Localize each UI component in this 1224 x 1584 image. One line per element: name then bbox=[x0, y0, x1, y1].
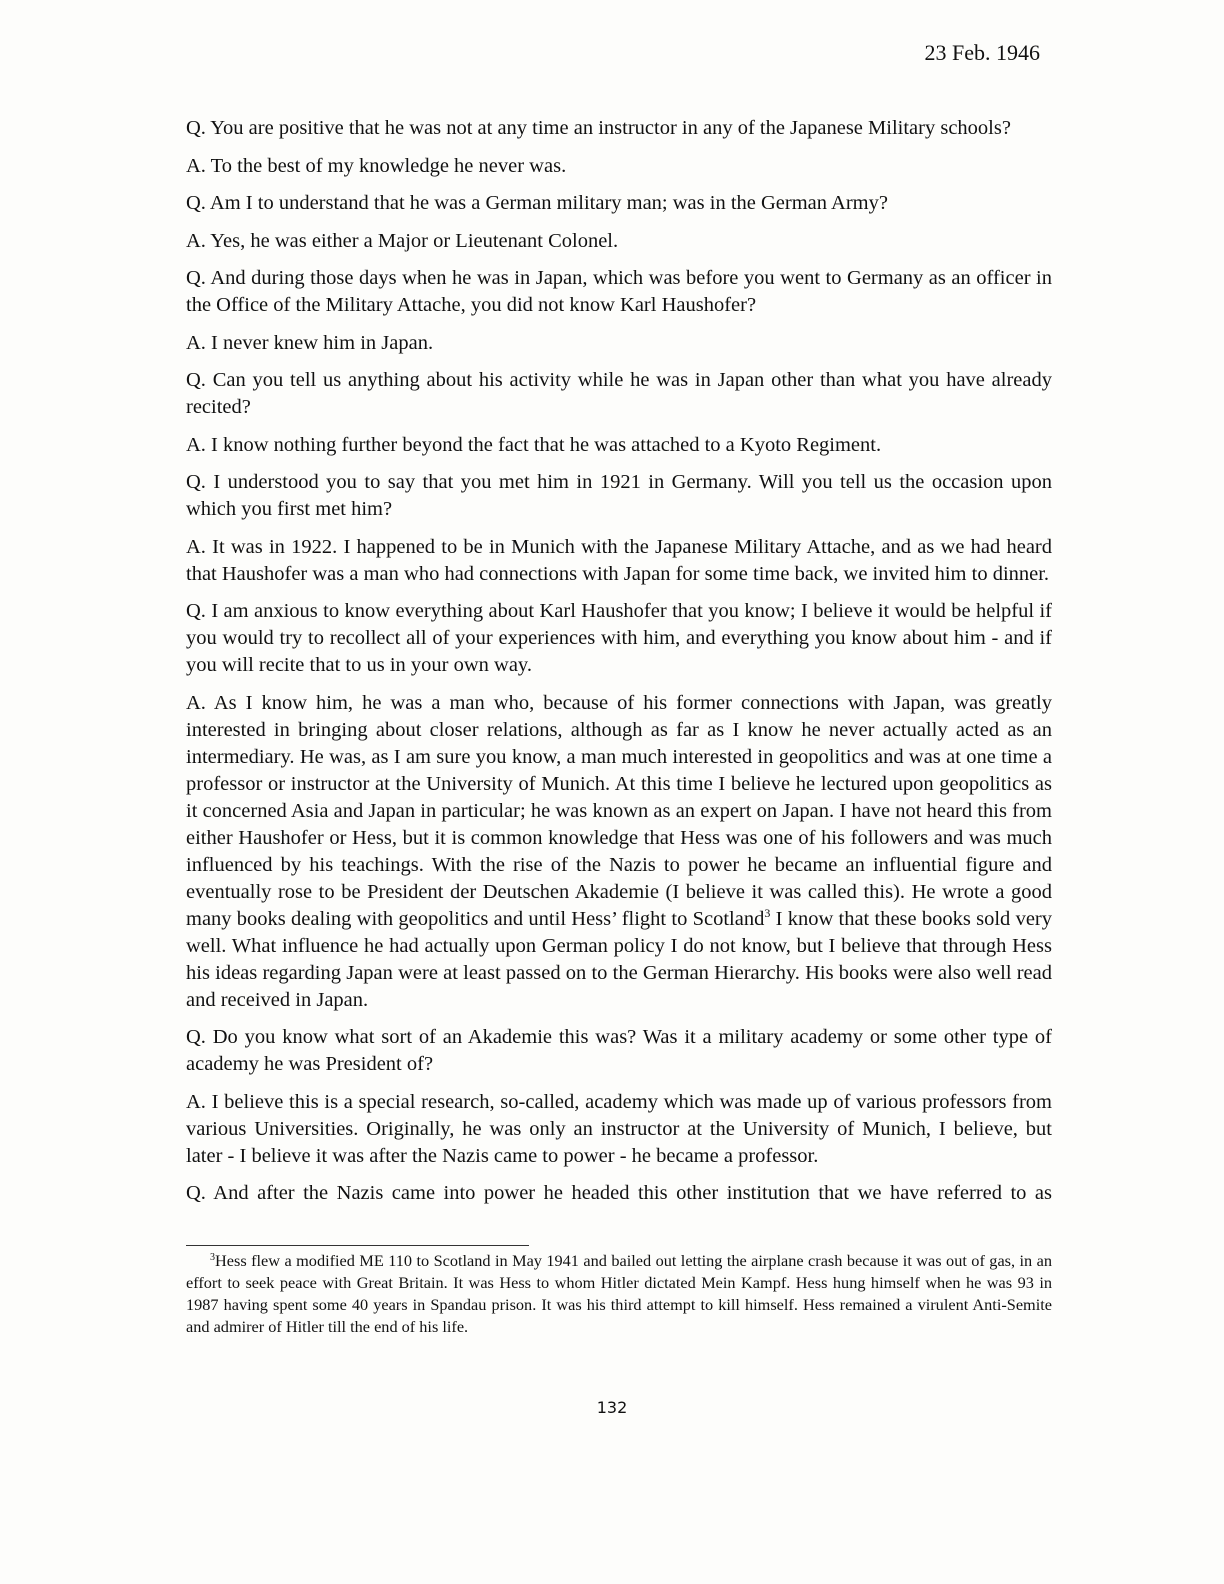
answer-paragraph: A. I know nothing further beyond the fact that he was attached to a Kyoto Regiment. bbox=[186, 433, 882, 456]
question-paragraph: Q. Am I to understand that he was a German military man; was in the German Army? bbox=[186, 192, 888, 214]
answer-paragraph: A. I believe this is a special research, so-called, academy which was made up of various professors from various Universities. Originally, he was only an instructor at the University of Munich, I believe, but later - I believe it was after the Nazis came to power - he became a professor. bbox=[186, 1090, 1052, 1167]
question-paragraph: Q. I am anxious to know everything about Karl Haushofer that you know; I believe it would be helpful if you would try to recollect all of your experiences with him, and everything you know about him - and if you will recite that to us in your own way. bbox=[186, 600, 1052, 676]
page-date: 23 Feb. 1946 bbox=[924, 40, 1040, 65]
answer-text: I know that these books sold very well. What influence he had actually upon German policy I do not know, but I believe that through Hess his ideas regarding Japan were at least passed on to the German Hierarchy. His books were also well read and received in Japan. bbox=[186, 907, 1052, 1011]
question-paragraph: Q. And during those days when he was in Japan, which was before you went to Germany as an officer in the Office of the Military Attache, you did not know Karl Haushofer? bbox=[186, 267, 1052, 316]
answer-paragraph: A. To the best of my knowledge he never was. bbox=[186, 154, 567, 177]
page-number: 132 bbox=[596, 1398, 628, 1417]
answer-paragraph: A. It was in 1922. I happened to be in Munich with the Japanese Military Attache, and as we had heard that Haushofer was a man who had connections with Japan for some time back, we invited him to dinner. bbox=[186, 535, 1052, 585]
question-paragraph: Q. I understood you to say that you met him in 1921 in Germany. Will you tell us the occasion upon which you first met him? bbox=[186, 471, 1052, 520]
answer-paragraph bbox=[186, 690, 1052, 1014]
question-paragraph: Q. You are positive that he was not at any time an instructor in any of the Japanese Military schools? bbox=[186, 117, 1011, 139]
question-paragraph: Q. Do you know what sort of an Akademie this was? Was it a military academy or some other type of academy he was President of? bbox=[186, 1026, 1052, 1075]
question-paragraph: Q. Can you tell us anything about his activity while he was in Japan other than what you have already recited? bbox=[186, 369, 1052, 418]
answer-paragraph: A. I never knew him in Japan. bbox=[186, 331, 434, 354]
transcript-body bbox=[186, 115, 1052, 1207]
footnote-divider bbox=[186, 1245, 529, 1246]
footnote bbox=[186, 1250, 1052, 1338]
footnote-text: Hess flew a modified ME 110 to Scotland in May 1941 and bailed out letting the airplane crash because it was out of gas, in an effort to seek peace with Great Britain. It was Hess to whom Hitler dictated Mein Kampf. Hess hung himself when he was 93 in 1987 having spent some 40 years in Spandau prison. It was his third attempt to kill himself. Hess remained a virulent Anti-Semite and admirer of Hitler till the end of his life. bbox=[186, 1251, 1052, 1336]
answer-paragraph: A. Yes, he was either a Major or Lieutenant Colonel. bbox=[186, 229, 619, 252]
footnote-reference[interactable]: 3 bbox=[764, 905, 771, 920]
footnote-number: 3 bbox=[210, 1252, 215, 1263]
footnote-paragraph bbox=[186, 1250, 1052, 1338]
question-paragraph: Q. And after the Nazis came into power he headed this other institution that we have referred to as bbox=[186, 1182, 1052, 1204]
answer-text: A. As I know him, he was a man who, because of his former connections with Japan, was greatly interested in bringing about closer relations, although as far as I know he never actually acted as an intermediary. He was, as I am sure you know, a man much interested in geopolitics and was at one time a professor or instructor at the University of Munich. At this time I believe he lectured upon geopolitics as it concerned Asia and Japan in particular; he was known as an expert on Japan. I have not heard this from either Haushofer or Hess, but it is common knowledge that Hess was one of his followers and was much influenced by his teachings. With the rise of the Nazis to power he became an influential figure and eventually rose to be President der Deutschen Akademie (I believe it was called this). He wrote a good many books dealing with geopolitics and until Hess’ flight to Scotland bbox=[186, 691, 1052, 930]
